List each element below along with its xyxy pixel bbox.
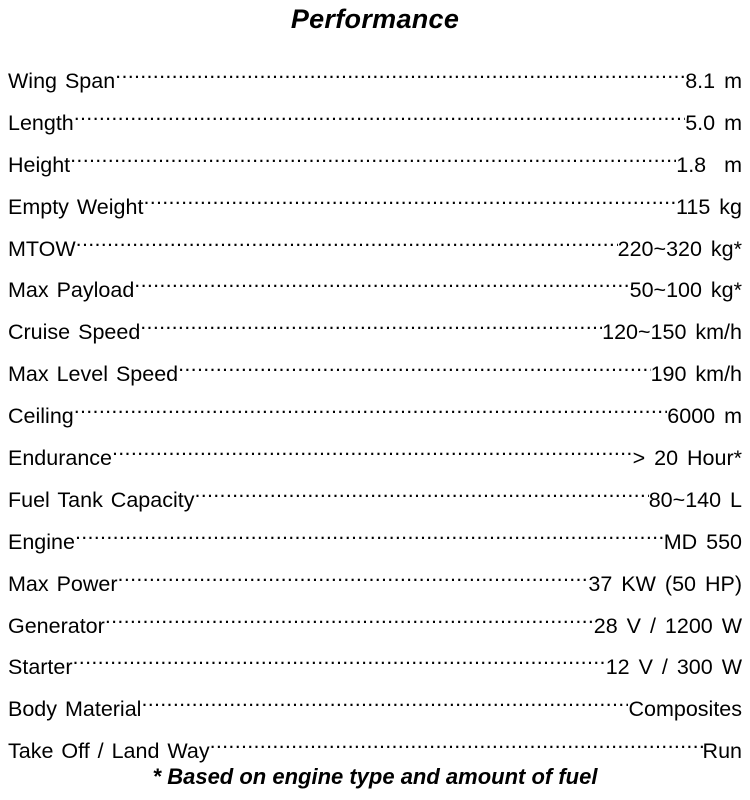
spec-row-empty-weight (8, 180, 742, 222)
spec-label: Engine (8, 529, 75, 554)
dot-leader (178, 347, 650, 381)
spec-value: 8.1 m (685, 69, 742, 93)
spec-value: Run (702, 739, 742, 764)
spec-row-max-payload (8, 263, 742, 305)
spec-value: 220~320 kg* (617, 236, 742, 261)
page-title: Performance (290, 4, 460, 34)
spec-row-length (8, 96, 742, 138)
spec-row-max-level-speed (8, 347, 742, 389)
spec-label: Height (8, 152, 71, 177)
spec-value: 5.0 m (685, 110, 742, 135)
spec-value: Composites (628, 697, 742, 722)
dot-leader (74, 389, 668, 423)
dot-leader (134, 263, 629, 297)
dot-leader (73, 640, 606, 674)
dot-leader (194, 473, 648, 507)
dot-leader (210, 724, 703, 758)
spec-value: 6000 m (667, 404, 742, 429)
spec-value: 80~140 L (648, 487, 742, 512)
spec-label: Max Level Speed (8, 362, 179, 387)
spec-label: Cruise Speed (8, 320, 141, 345)
spec-label: Wing Span (8, 69, 116, 93)
footnote: * Based on engine type and amount of fuel (152, 764, 598, 789)
spec-label: Max Power (8, 571, 118, 596)
dot-leader (112, 431, 633, 465)
dot-leader (143, 180, 676, 214)
dot-leader (118, 557, 589, 591)
spec-row-cruise-speed (8, 305, 742, 347)
spec-row-generator (8, 599, 742, 641)
spec-value: 120~150 km/h (602, 320, 742, 345)
spec-row-starter (8, 640, 742, 682)
spec-value: 1.8 m (676, 152, 742, 177)
spec-value: > 20 Hour* (632, 446, 742, 471)
spec-value: 115 kg (676, 194, 742, 219)
spec-label: Empty Weight (8, 194, 144, 219)
dot-leader (115, 54, 685, 88)
spec-label: Take Off / Land Way (8, 739, 210, 764)
spec-label: Max Payload (8, 278, 135, 303)
dot-leader (105, 599, 594, 633)
spec-row-endurance (8, 431, 742, 473)
dot-leader (76, 222, 618, 256)
spec-label: Body Material (8, 697, 142, 722)
dot-leader (140, 305, 602, 339)
dot-leader (74, 96, 685, 130)
spec-value: 12 V / 300 W (605, 655, 742, 680)
spec-list (8, 54, 742, 766)
spec-label: Starter (8, 655, 73, 680)
spec-label: Endurance (8, 446, 112, 471)
dot-leader (141, 682, 628, 716)
spec-label: Length (8, 110, 74, 135)
spec-label: MTOW (8, 236, 76, 261)
spec-value: 28 V / 1200 W (593, 613, 742, 638)
dot-leader (70, 138, 676, 172)
spec-value: 190 km/h (650, 362, 742, 387)
spec-row-ceiling (8, 389, 742, 431)
spec-row-engine (8, 515, 742, 557)
spec-value: 50~100 kg* (629, 278, 742, 303)
dot-leader (75, 515, 664, 549)
spec-row-height (8, 138, 742, 180)
spec-row-wing-span (8, 54, 742, 96)
spec-label: Generator (8, 613, 105, 638)
spec-row-mtow (8, 222, 742, 264)
spec-value: MD 550 (663, 529, 742, 554)
spec-row-take-off-land-way (8, 724, 742, 766)
spec-row-fuel-tank-capacity (8, 473, 742, 515)
spec-row-max-power (8, 557, 742, 599)
spec-value: 37 KW (50 HP) (588, 571, 742, 596)
spec-label: Ceiling (8, 404, 74, 429)
spec-label: Fuel Tank Capacity (8, 487, 195, 512)
spec-row-body-material (8, 682, 742, 724)
